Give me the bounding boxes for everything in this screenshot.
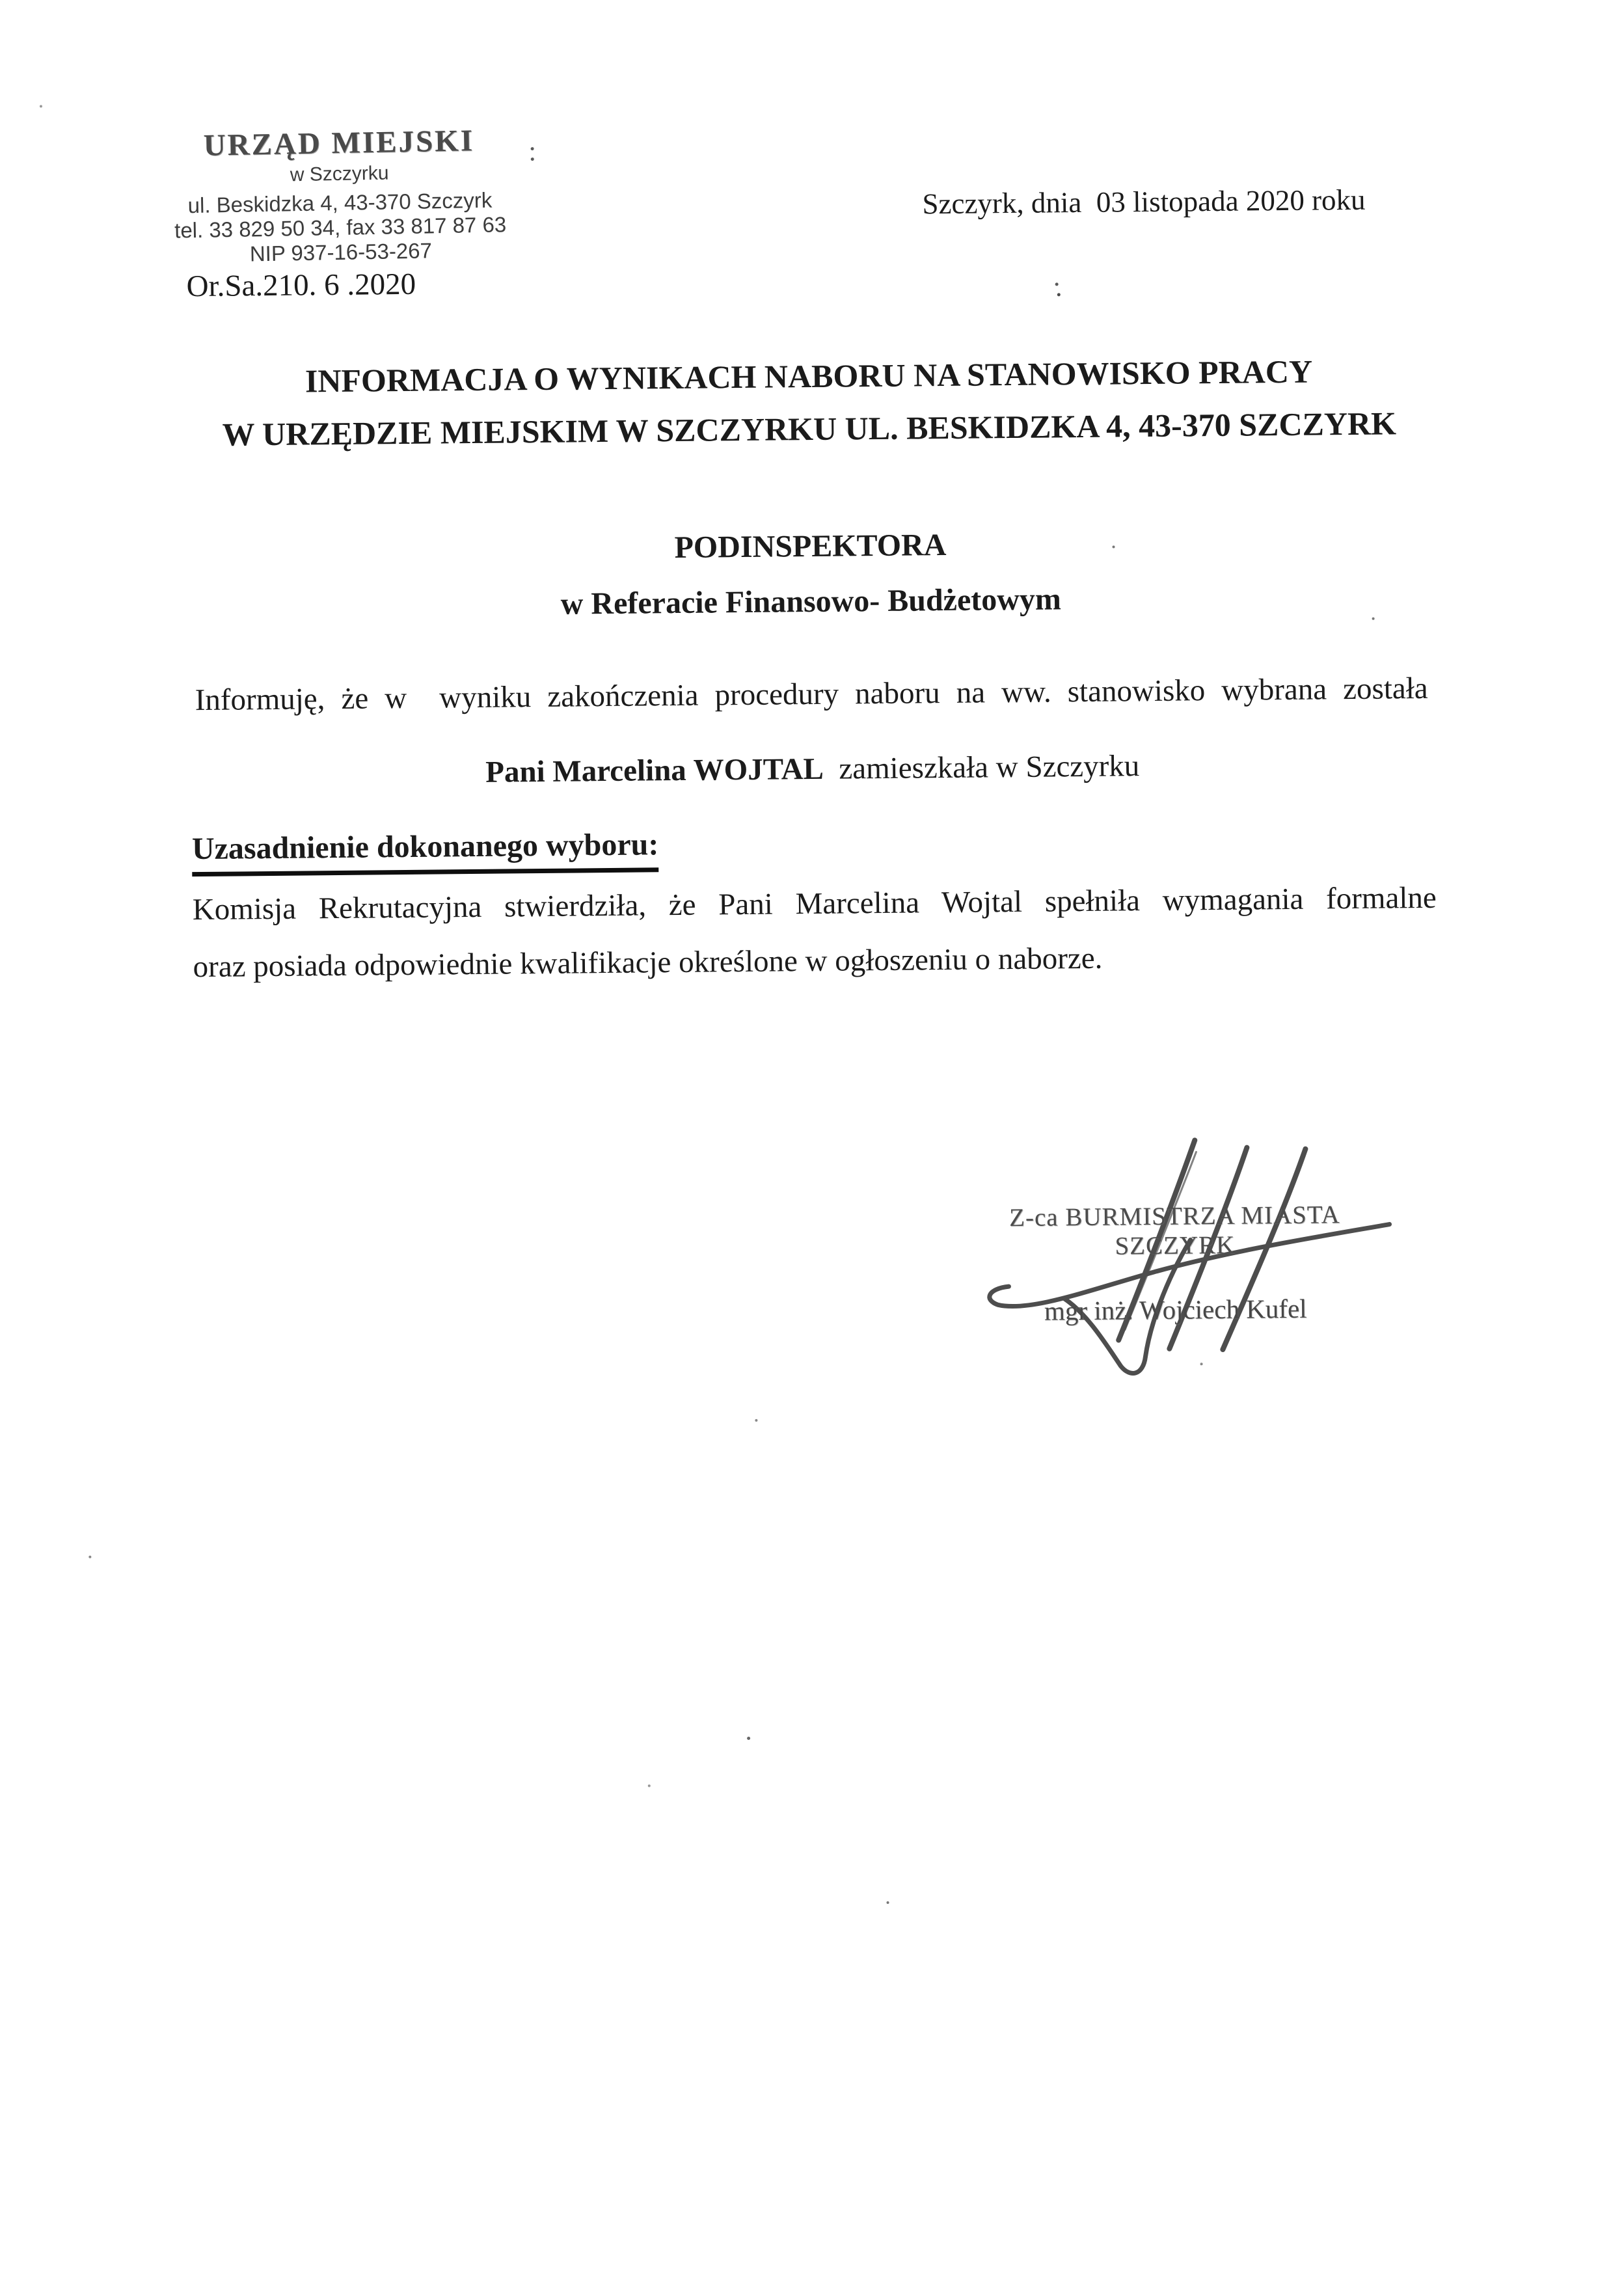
stamp-org-name: URZĄD MIEJSKI	[203, 124, 475, 163]
scan-artifact	[1372, 618, 1375, 620]
scan-artifact	[88, 1556, 91, 1558]
title-line-1: INFORMACJA O WYNIKACH NABORU NA STANOWISKO PRACY	[304, 353, 1313, 400]
title-line-2: W URZĘDZIE MIEJSKIM W SZCZYRKU UL. BESKIDZKA 4, 43-370 SZCZYRK	[222, 405, 1397, 453]
justification-line-1: Komisja Rekrutacyjna stwierdziła, że Pani Marcelina Wojtal spełniła wymagania formalne	[192, 880, 1437, 927]
position-name: PODINSPEKTORA	[674, 528, 947, 565]
scan-artifact	[648, 1784, 651, 1787]
scan-artifact	[1055, 282, 1059, 286]
justification-heading	[192, 826, 659, 867]
scan-artifact	[747, 1737, 750, 1740]
scan-artifact	[1200, 1363, 1203, 1365]
scan-artifact	[40, 105, 42, 107]
stamp-phone: tel. 33 829 50 34, fax 33 817 87 63	[174, 212, 507, 243]
selected-candidate-name: Pani Marcelina WOJTAL	[485, 752, 824, 789]
office-stamp	[153, 122, 526, 268]
stamp-address: ul. Beskidzka 4, 43-370 Szczyrk	[187, 187, 493, 218]
justification-heading-text: Uzasadnienie dokonanego wyboru:	[192, 827, 659, 876]
scan-artifact	[755, 1419, 757, 1422]
date-line: Szczyrk, dnia 03 listopada 2020 roku	[922, 183, 1366, 221]
signer-title-line-2: SZCZYRK	[1115, 1230, 1236, 1260]
case-number: Or.Sa.210. 6 .2020	[186, 267, 416, 304]
justification-line-2: oraz posiada odpowiednie kwalifikacje określone w ogłoszeniu o naborze.	[193, 941, 1103, 984]
signer-title-line-1: Z-ca BURMISTRZA MIASTA	[1008, 1201, 1340, 1232]
scan-artifact	[1113, 546, 1115, 549]
scan-artifact	[886, 1901, 889, 1904]
document-title	[158, 351, 1460, 453]
position-department: w Referacie Finansowo- Budżetowym	[560, 582, 1062, 621]
stamp-nip: NIP 937-16-53-267	[249, 238, 433, 266]
selected-candidate-line	[162, 745, 1463, 793]
stamp-org-sub: w Szczyrku	[290, 162, 389, 186]
signature-stamp	[960, 1200, 1390, 1327]
selected-candidate-residence: zamieszkała w Szczyrku	[823, 749, 1140, 786]
scan-artifact	[531, 147, 534, 150]
signer-name: mgr inż. Wojciech Kufel	[1044, 1293, 1307, 1326]
intro-paragraph: Informuję, że w wyniku zakończenia procedury naboru na ww. stanowisko wybrana została	[195, 671, 1428, 718]
